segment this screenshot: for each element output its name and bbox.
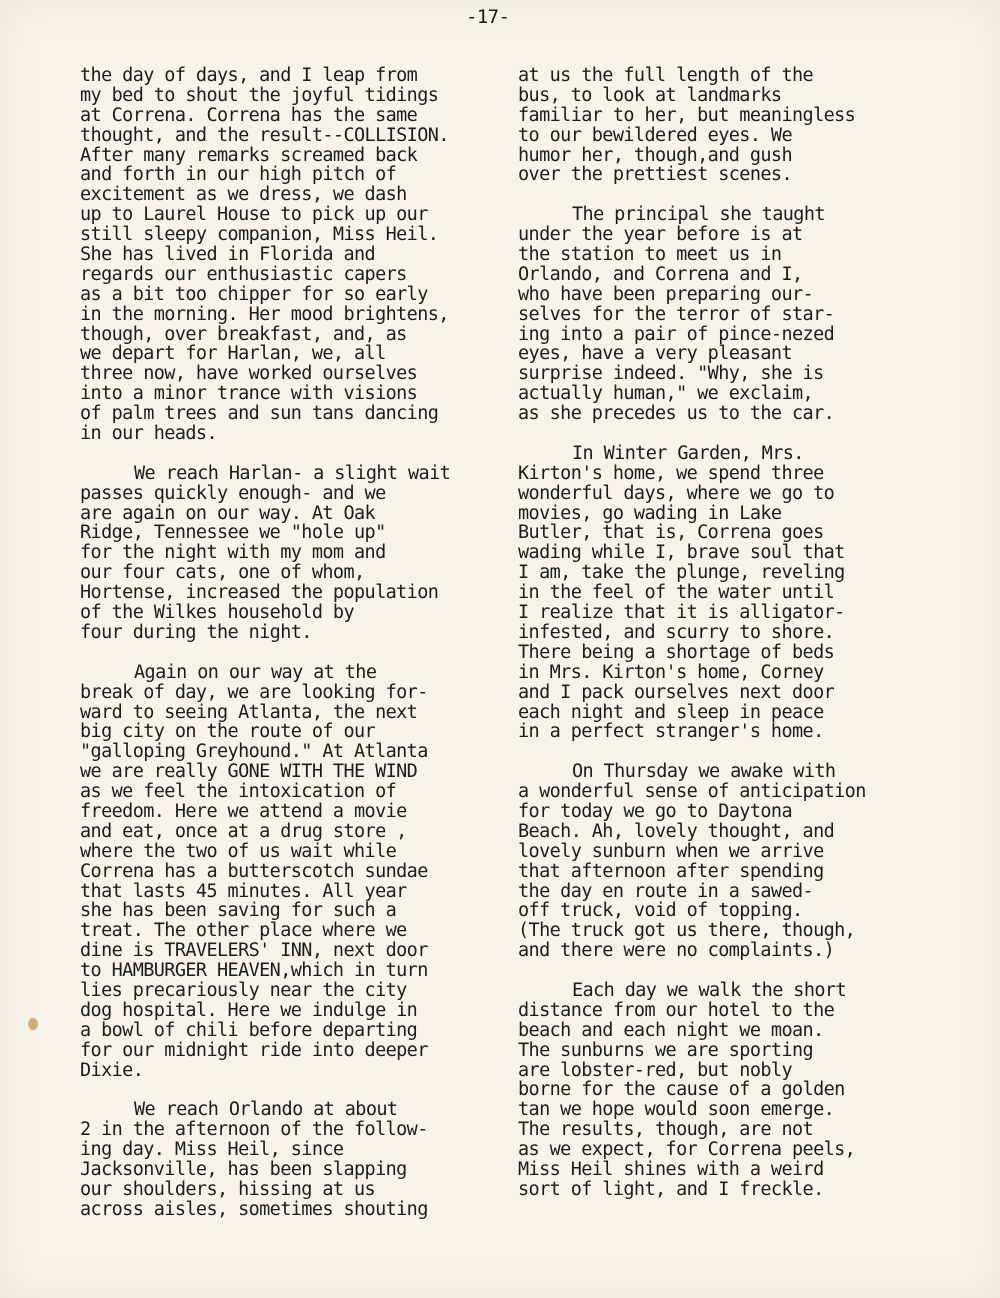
text-line: under the year before is at	[518, 224, 803, 246]
text-line: over the prettiest scenes.	[518, 164, 792, 186]
right-column	[518, 66, 918, 1220]
text-line: There being a shortage of beds	[518, 641, 835, 663]
text-line: we depart for Harlan, we, all	[80, 343, 386, 365]
text-line: for our midnight ride into deeper	[80, 1039, 428, 1061]
text-line: though, over breakfast, and, as	[80, 323, 407, 345]
text-line: where the two of us wait while	[80, 840, 397, 862]
text-line: sort of light, and I freckle.	[518, 1178, 824, 1200]
text-line: as she precedes us to the car.	[518, 403, 835, 425]
text-line: a wonderful sense of anticipation	[518, 781, 866, 803]
text-line: that lasts 45 minutes. All year	[80, 880, 407, 902]
text-line: She has lived in Florida and	[80, 244, 376, 266]
text-line: actually human," we exclaim,	[518, 383, 814, 405]
text-line: ing into a pair of pince-nezed	[518, 323, 835, 345]
text-line: tan we hope would soon emerge.	[518, 1099, 835, 1121]
text-line: in our heads.	[80, 423, 217, 445]
text-line: humor her, though,and gush	[518, 144, 792, 166]
text-line: as we expect, for Correna peels,	[518, 1139, 856, 1161]
text-line: that afternoon after spending	[518, 860, 824, 882]
page-number: -17-	[466, 6, 510, 28]
text-line: we are really GONE WITH THE WIND	[80, 761, 418, 783]
text-line: surprise indeed. "Why, she is	[518, 363, 824, 385]
text-line: (The truck got us there, though,	[518, 920, 856, 942]
text-line: I am, take the plunge, reveling	[518, 562, 845, 584]
text-line: beach and each night we moan.	[518, 1019, 824, 1041]
text-line: of the Wilkes household by	[80, 602, 354, 624]
text-line: as a bit too chipper for so early	[80, 283, 428, 305]
text-line: for the night with my mom and	[80, 542, 386, 564]
text-line: three now, have worked ourselves	[80, 363, 418, 385]
text-line: wonderful days, where we go to	[518, 482, 835, 504]
right-paragraph-3	[518, 444, 918, 742]
text-line: up to Laurel House to pick up our	[80, 204, 428, 226]
text-line: of palm trees and sun tans dancing	[80, 403, 439, 425]
text-line: off truck, void of topping.	[518, 900, 803, 922]
text-line: Kirton's home, we spend three	[518, 462, 824, 484]
right-paragraph-1	[518, 66, 918, 185]
text-line: Again on our way at the	[134, 661, 377, 683]
text-line: freedom. Here we attend a movie	[80, 800, 407, 822]
text-line: and I pack ourselves next door	[518, 681, 835, 703]
text-line: at Correna. Correna has the same	[80, 104, 418, 126]
text-line: borne for the cause of a golden	[518, 1079, 845, 1101]
text-line: Dixie.	[80, 1059, 144, 1081]
right-paragraph-2	[518, 205, 918, 424]
text-line: break of day, we are looking for-	[80, 681, 428, 703]
text-line: Correna has a butterscotch sundae	[80, 860, 428, 882]
text-line: We reach Harlan- a slight wait	[134, 462, 451, 484]
text-line: 2 in the afternoon of the follow-	[80, 1119, 428, 1141]
right-paragraph-4	[518, 762, 918, 961]
text-line: for today we go to Daytona	[518, 800, 792, 822]
text-line: Orlando, and Correna and I,	[518, 263, 803, 285]
text-line: selves for the terror of star-	[518, 303, 835, 325]
text-line: in Mrs. Kirton's home, Corney	[518, 661, 824, 683]
text-line: ward to seeing Atlanta, the next	[80, 701, 418, 723]
text-line: our shoulders, hissing at us	[80, 1178, 376, 1200]
text-line: in the morning. Her mood brightens,	[80, 303, 449, 325]
text-line: the station to meet us in	[518, 244, 782, 266]
text-line: excitement as we dress, we dash	[80, 184, 407, 206]
text-line: Butler, that is, Correna goes	[518, 522, 824, 544]
text-line: in a perfect stranger's home.	[518, 721, 824, 743]
text-line: Each day we walk the short	[572, 979, 846, 1001]
text-line: eyes, have a very pleasant	[518, 343, 792, 365]
text-line: The sunburns we are sporting	[518, 1039, 814, 1061]
text-line: Hortense, increased the population	[80, 582, 439, 604]
text-line: she has been saving for such a	[80, 900, 397, 922]
text-line: and eat, once at a drug store ,	[80, 820, 407, 842]
right-paragraph-5	[518, 981, 918, 1200]
text-line: treat. The other place where we	[80, 920, 407, 942]
text-line: into a minor trance with visions	[80, 383, 418, 405]
text-line: to our bewildered eyes. We	[518, 124, 792, 146]
text-line: "galloping Greyhound." At Atlanta	[80, 741, 428, 763]
text-line: still sleepy companion, Miss Heil.	[80, 224, 439, 246]
text-line: lies precariously near the city	[80, 979, 407, 1001]
text-line: In Winter Garden, Mrs.	[572, 442, 804, 464]
text-line: my bed to shout the joyful tidings	[80, 84, 439, 106]
text-line: familiar to her, but meaningless	[518, 104, 856, 126]
text-line: are lobster-red, but nobly	[518, 1059, 792, 1081]
text-line: Jacksonville, has been slapping	[80, 1158, 407, 1180]
text-line: lovely sunburn when we arrive	[518, 840, 824, 862]
text-line: thought, and the result--COLLISION.	[80, 124, 449, 146]
text-line: and forth in our high pitch of	[80, 164, 397, 186]
text-line: the day en route in a sawed-	[518, 880, 814, 902]
text-line: Beach. Ah, lovely thought, and	[518, 820, 835, 842]
text-line: four during the night.	[80, 621, 312, 643]
text-line: the day of days, and I leap from	[80, 65, 418, 86]
text-line: infested, and scurry to shore.	[518, 621, 835, 643]
text-line: movies, go wading in Lake	[518, 502, 782, 524]
text-line: The results, though, are not	[518, 1119, 814, 1141]
text-line: The principal she taught	[572, 204, 825, 226]
text-line: in the feel of the water until	[518, 582, 835, 604]
text-line: big city on the route of our	[80, 721, 376, 743]
text-line: We reach Orlando at about	[134, 1099, 398, 1121]
text-line: On Thursday we awake with	[572, 761, 836, 783]
text-line: who have been preparing our-	[518, 283, 814, 305]
text-line: distance from our hotel to the	[518, 999, 835, 1021]
text-line: and there were no complaints.)	[518, 940, 835, 962]
text-line: as we feel the intoxication of	[80, 781, 397, 803]
text-line: at us the full length of the	[518, 65, 814, 86]
text-line: wading while I, brave soul that	[518, 542, 845, 564]
text-line: passes quickly enough- and we	[80, 482, 386, 504]
text-line: each night and sleep in peace	[518, 701, 824, 723]
text-line: regards our enthusiastic capers	[80, 263, 407, 285]
text-line: are again on our way. At Oak	[80, 502, 376, 524]
paper-stain	[28, 1018, 38, 1030]
text-line: dine is TRAVELERS' INN, next door	[80, 940, 428, 962]
left-paragraph-3	[80, 663, 500, 1081]
left-paragraph-1	[80, 66, 500, 444]
text-line: dog hospital. Here we indulge in	[80, 999, 418, 1021]
text-line: across aisles, sometimes shouting	[80, 1198, 428, 1220]
text-line: I realize that it is alligator-	[518, 602, 845, 624]
text-line: Ridge, Tennessee we "hole up"	[80, 522, 386, 544]
text-line: ing day. Miss Heil, since	[80, 1139, 344, 1161]
text-line: bus, to look at landmarks	[518, 84, 782, 106]
left-paragraph-2	[80, 464, 500, 643]
left-column	[80, 66, 500, 1240]
text-line: to HAMBURGER HEAVEN,which in turn	[80, 960, 428, 982]
text-line: our four cats, one of whom,	[80, 562, 365, 584]
text-line: Miss Heil shines with a weird	[518, 1158, 824, 1180]
left-paragraph-4	[80, 1100, 500, 1219]
text-line: a bowl of chili before departing	[80, 1019, 418, 1041]
text-line: After many remarks screamed back	[80, 144, 418, 166]
